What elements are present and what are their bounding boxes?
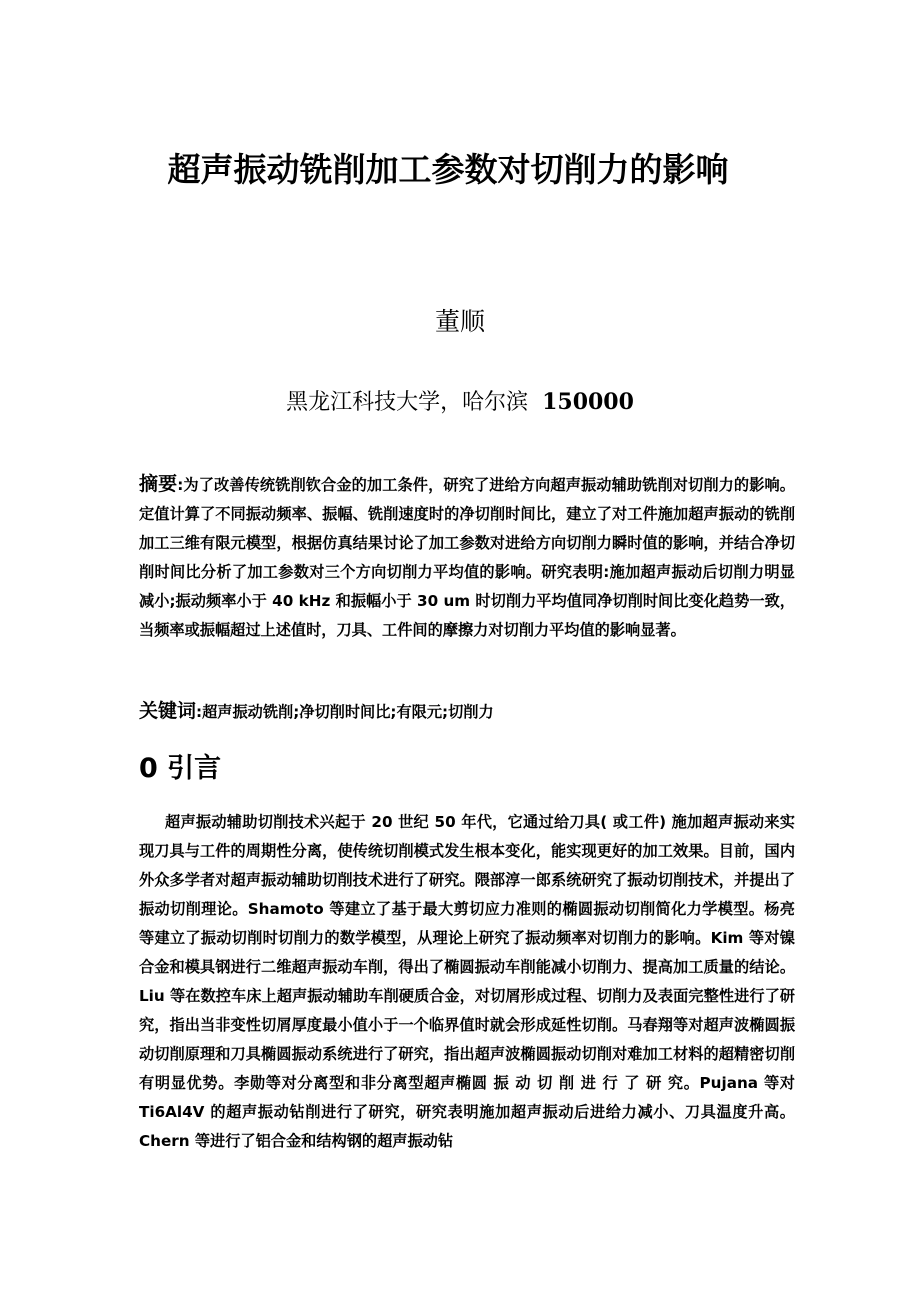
- keywords-text: :超声振动铣削;净切削时间比;有限元;切削力: [196, 703, 494, 721]
- abstract-label: 摘要: [139, 473, 178, 495]
- abstract-text: :为了改善传统铣削钦合金的加工条件，研究了进给方向超声振动辅助铣削对切削力的影响。定值计算了不同振动频率、振幅、铣削速度时的净切削时间比，建立了对工件施加超声振动的铣削加工三维有限元模型，根据仿真结果讨论了加工参数对进给方向切削力瞬时值的影响，并结合净切削时间比分析了加工参数对三个方向切削力平均值的影响。研究表明:施加超声振动后切削力明显减小;振动频率小于 40 kHz 和振幅小于 30 um 时切削力平均值同净切削时间比变化趋势一致，当频率或振幅超过上述值时，刀具、工件间的摩擦力对切削力平均值的影响显著。: [139, 476, 795, 639]
- author-name: 董顺: [434, 307, 485, 336]
- keywords-label: 关键词: [139, 700, 197, 722]
- section-heading-introduction: 0 引言: [139, 753, 222, 784]
- keywords-block: [139, 697, 795, 727]
- paper-title: 超声振动铣削加工参数对切削力的影响: [167, 150, 729, 189]
- affiliation-text: 黑龙江科技大学，哈尔滨: [286, 390, 529, 415]
- author-affiliation: [0, 385, 920, 420]
- affiliation-postcode: 150000: [542, 389, 634, 415]
- abstract-block: [139, 470, 795, 645]
- introduction-paragraph: 超声振动辅助切削技术兴起于 20 世纪 50 年代，它通过给刀具( 或工件) 施加超声振动来实现刀具与工件的周期性分离，使传统切削模式发生根本变化，能实现更好的加工效果。目前，国内外众多学者对超声振动辅助切削技术进行了研究。隈部淳一郎系统研究了振动切削技术，并提出了振动切削理论。Shamoto 等建立了基于最大剪切应力准则的椭圆振动切削简化力学模型。杨亮等建立了振动切削时切削力的数学模型，从理论上研究了振动频率对切削力的影响。Kim 等对镍合金和模具钢进行二维超声振动车削，得出了椭圆振动车削能减小切削力、提高加工质量的结论。Liu 等在数控车床上超声振动辅助车削硬质合金，对切屑形成过程、切削力及表面完整性进行了研究，指出当非变性切屑厚度最小值小于一个临界值时就会形成延性切削。马春翔等对超声波椭圆振动切削原理和刀具椭圆振动系统进行了研究，指出超声波椭圆振动切削对难加工材料的超精密切削有明显优势。李勋等对分离型和非分离型超声椭圆 振 动 切 削 进 行 了 研 究。Pujana 等对 Ti6Al4V 的超声振动钻削进行了研究，研究表明施加超声振动后进给力减小、刀具温度升高。Chern 等进行了铝合金和结构钢的超声振动钻: [139, 813, 795, 1150]
